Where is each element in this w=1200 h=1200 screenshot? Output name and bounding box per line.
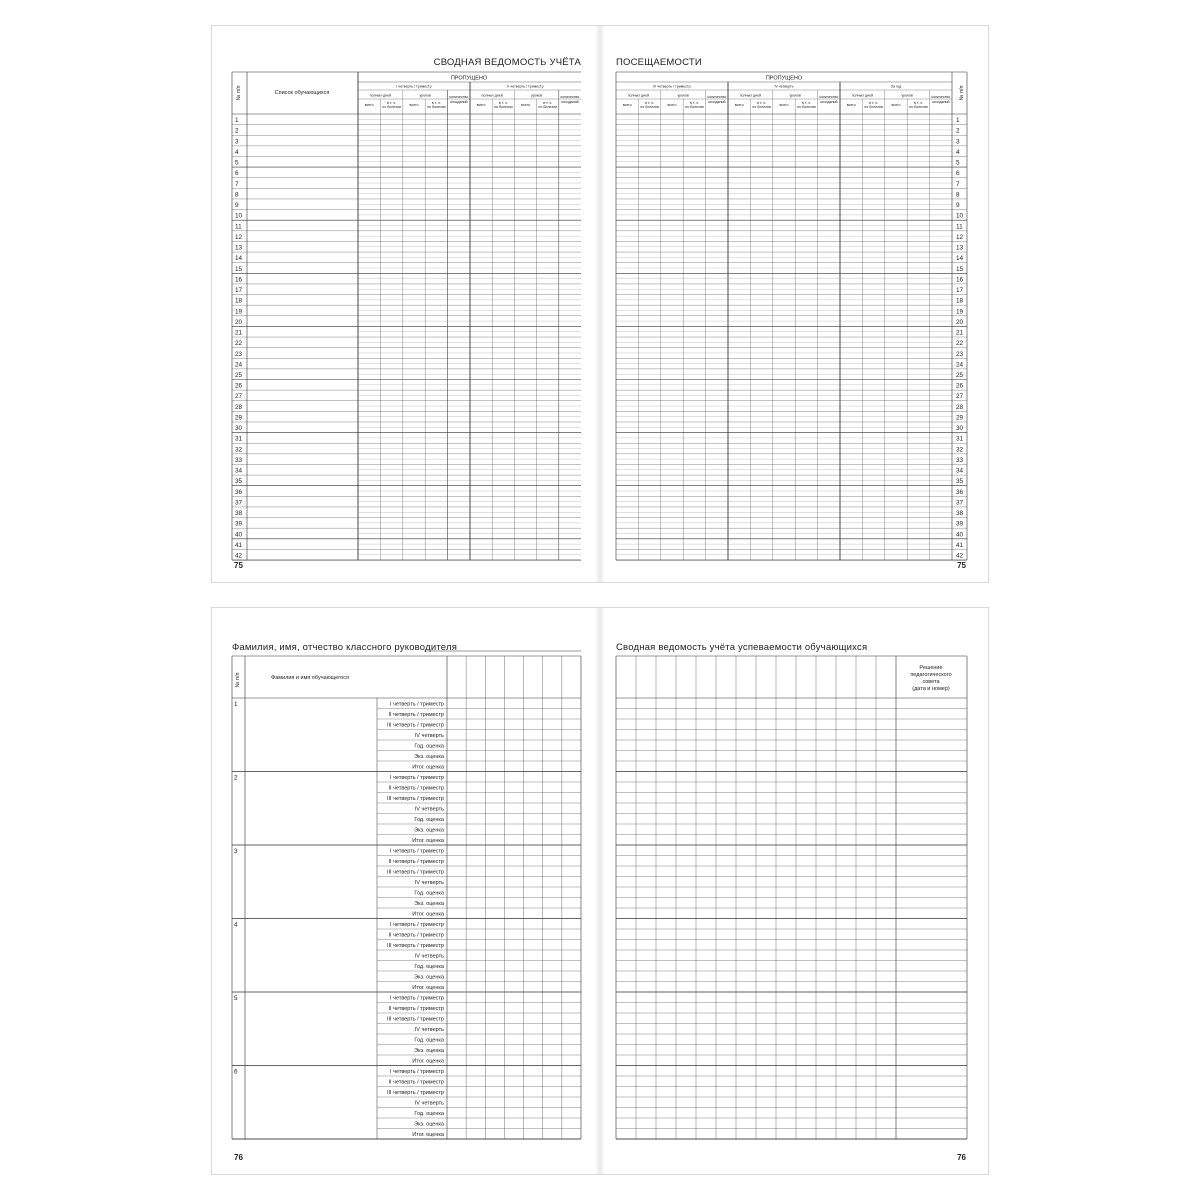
row-number: 31 bbox=[956, 435, 964, 443]
late-label: количество bbox=[931, 95, 951, 99]
row-number: 9 bbox=[235, 202, 239, 210]
row-number: 33 bbox=[956, 456, 964, 464]
period-row-label: I четверть / триместр bbox=[390, 775, 444, 782]
total-label: всего bbox=[409, 103, 419, 107]
row-number: 36 bbox=[235, 488, 243, 496]
row-number: 41 bbox=[956, 541, 964, 549]
row-number: 39 bbox=[235, 520, 243, 528]
student-number: 2 bbox=[234, 774, 238, 782]
row-number: 7 bbox=[956, 180, 960, 188]
student-number: 4 bbox=[234, 921, 238, 929]
period-row-label: Экз. оценка bbox=[414, 754, 444, 761]
student-number: 6 bbox=[234, 1068, 238, 1076]
student-header: Фамилия и имя обучающегося bbox=[271, 675, 349, 681]
period-row-label: Итог. оценка bbox=[412, 1058, 444, 1065]
period-row-label: II четверть / триместр bbox=[388, 1006, 444, 1013]
total-label: всего bbox=[476, 103, 486, 107]
row-number: 28 bbox=[235, 403, 243, 411]
sick-label: в т. ч. bbox=[801, 101, 811, 105]
row-number: 20 bbox=[956, 318, 964, 326]
page-number: 76 bbox=[234, 1153, 243, 1162]
period-row-label: II четверть / триместр bbox=[388, 712, 444, 719]
period-row-label: II четверть / триместр bbox=[388, 785, 444, 792]
period-row-label: Итог. оценка bbox=[412, 764, 444, 771]
period-row-label: Год. оценка bbox=[414, 1111, 444, 1118]
period-row-label: IV четверть bbox=[414, 880, 444, 887]
period-row-label: Год. оценка bbox=[414, 964, 444, 971]
row-number: 15 bbox=[235, 265, 243, 273]
period-row-label: Год. оценка bbox=[414, 743, 444, 750]
period-row-label: Год. оценка bbox=[414, 1037, 444, 1044]
period-row-label: Экз. оценка bbox=[414, 901, 444, 908]
row-number: 29 bbox=[956, 414, 964, 422]
row-number: 26 bbox=[235, 382, 243, 390]
row-number: 35 bbox=[235, 478, 243, 486]
row-number: 22 bbox=[235, 340, 243, 348]
lessons-label: уроков bbox=[901, 93, 913, 98]
sick-label: по болезни bbox=[752, 105, 771, 109]
row-number: 39 bbox=[956, 520, 964, 528]
sick-label: в т. ч. bbox=[498, 101, 508, 105]
row-number: 36 bbox=[956, 488, 964, 496]
period-row-label: I четверть / триместр bbox=[390, 848, 444, 855]
teacher-name-label: Фамилия, имя, отчество классного руководителя bbox=[232, 642, 458, 653]
missed-header: ПРОПУЩЕНО bbox=[765, 75, 803, 82]
row-number: 10 bbox=[235, 212, 243, 220]
period-row-label: III четверть / триместр bbox=[386, 869, 444, 876]
grades-spread bbox=[212, 608, 988, 1174]
period-row-label: III четверть / триместр bbox=[386, 796, 444, 803]
student-number: 3 bbox=[234, 848, 238, 855]
row-number: 17 bbox=[956, 287, 964, 295]
row-number: 10 bbox=[956, 212, 964, 220]
period-row-label: Итог. оценка bbox=[412, 1132, 444, 1139]
row-number: 40 bbox=[956, 531, 964, 539]
attendance-spread bbox=[212, 26, 988, 582]
period-label: III четверть / триместр bbox=[653, 84, 691, 89]
row-number: 5 bbox=[956, 159, 960, 167]
period-row-label: Итог. оценка bbox=[412, 838, 444, 845]
row-number: 2 bbox=[235, 127, 239, 135]
row-number: 15 bbox=[956, 265, 964, 273]
row-number: 6 bbox=[235, 170, 239, 178]
total-label: всего bbox=[622, 103, 632, 107]
page-number: 75 bbox=[234, 561, 243, 570]
row-number: 4 bbox=[235, 148, 239, 156]
period-row-label: Итог. оценка bbox=[412, 985, 444, 992]
total-label: всего bbox=[779, 103, 789, 107]
period-row-label: I четверть / триместр bbox=[390, 922, 444, 929]
row-number: 1 bbox=[956, 117, 960, 125]
row-number: 12 bbox=[956, 233, 964, 241]
period-row-label: IV четверть bbox=[414, 953, 444, 960]
row-number: 8 bbox=[956, 191, 960, 199]
sick-label: по болезни bbox=[909, 105, 928, 109]
row-number: 19 bbox=[235, 308, 243, 316]
row-number: 11 bbox=[235, 223, 242, 231]
row-number: 37 bbox=[235, 499, 243, 507]
row-number: 18 bbox=[956, 297, 964, 305]
row-number: 40 bbox=[235, 531, 243, 539]
sick-label: в т. ч. bbox=[543, 101, 553, 105]
row-number: 33 bbox=[235, 456, 243, 464]
students-header: Список обучающихся bbox=[274, 90, 330, 96]
row-number: 38 bbox=[235, 510, 243, 518]
row-number: 7 bbox=[235, 180, 239, 188]
full-days-label: полных дней bbox=[369, 93, 392, 98]
sick-label: по болезни bbox=[640, 105, 659, 109]
total-label: всего bbox=[667, 103, 677, 107]
late-label: количество bbox=[707, 95, 727, 99]
row-number: 24 bbox=[956, 361, 964, 369]
row-number: 12 bbox=[235, 233, 243, 241]
student-number: 5 bbox=[234, 995, 238, 1002]
late-label: количество bbox=[560, 95, 580, 99]
grades-tables bbox=[212, 608, 988, 1174]
period-row-label: I четверть / триместр bbox=[390, 1069, 444, 1076]
sick-label: в т. ч. bbox=[757, 101, 767, 105]
row-number: 37 bbox=[956, 499, 964, 507]
decision-header: (дата и номер) bbox=[912, 686, 950, 692]
late-label: опозданий bbox=[820, 100, 838, 104]
attendance-title-left: СВОДНАЯ ВЕДОМОСТЬ УЧЁТА bbox=[433, 57, 581, 68]
row-number: 21 bbox=[956, 329, 964, 337]
row-number: 3 bbox=[235, 138, 239, 146]
row-number: 9 bbox=[956, 202, 960, 210]
lessons-label: уроков bbox=[789, 93, 801, 98]
period-row-label: III четверть / триместр bbox=[386, 1090, 444, 1097]
period-row-label: II четверть / триместр bbox=[388, 932, 444, 939]
sick-label: по болезни bbox=[538, 105, 557, 109]
row-number: 35 bbox=[956, 478, 964, 486]
period-label: II четверть / триместр bbox=[507, 84, 544, 89]
row-number: 4 bbox=[956, 148, 960, 156]
period-label: За год bbox=[890, 84, 902, 89]
decision-header: педагогического bbox=[910, 672, 952, 678]
row-number: 27 bbox=[956, 393, 964, 401]
period-row-label: IV четверть bbox=[414, 806, 444, 813]
row-number: 22 bbox=[956, 340, 964, 348]
sick-label: в т. ч. bbox=[869, 101, 879, 105]
row-number-header: № п/п bbox=[959, 85, 965, 101]
sick-label: по болезни bbox=[382, 105, 401, 109]
row-number: 30 bbox=[956, 425, 964, 433]
page-number: 75 bbox=[957, 561, 966, 570]
period-row-label: Год. оценка bbox=[414, 890, 444, 897]
full-days-label: полных дней bbox=[627, 93, 650, 98]
row-number: 16 bbox=[956, 276, 964, 284]
period-row-label: Экз. оценка bbox=[414, 974, 444, 981]
late-label: опозданий bbox=[932, 100, 950, 104]
row-number: 24 bbox=[235, 361, 243, 369]
full-days-label: полных дней bbox=[481, 93, 503, 98]
sick-label: по болезни bbox=[797, 105, 816, 109]
row-number: 34 bbox=[956, 467, 964, 475]
full-days-label: полных дней bbox=[739, 93, 762, 98]
row-number: 16 bbox=[235, 276, 243, 284]
row-number: 17 bbox=[235, 287, 243, 295]
period-row-label: Год. оценка bbox=[414, 817, 444, 824]
row-number: 20 bbox=[235, 318, 243, 326]
row-number: 11 bbox=[956, 223, 963, 231]
sick-label: в т. ч. bbox=[431, 101, 441, 105]
late-label: опозданий bbox=[450, 100, 468, 104]
attendance-tables bbox=[212, 26, 988, 582]
period-row-label: III четверть / триместр bbox=[386, 1016, 444, 1023]
row-number: 28 bbox=[956, 403, 964, 411]
attendance-title-right: ПОСЕЩАЕМОСТИ bbox=[616, 57, 702, 68]
sick-label: в т. ч. bbox=[387, 101, 397, 105]
total-label: всего bbox=[891, 103, 901, 107]
student-number: 1 bbox=[234, 701, 238, 708]
row-number-header: № п/п bbox=[236, 85, 242, 101]
sick-label: по болезни bbox=[494, 105, 513, 109]
row-number: 3 bbox=[956, 138, 960, 146]
period-label: IV четверть bbox=[774, 84, 794, 89]
period-label: I четверть / триместр bbox=[396, 84, 432, 89]
full-days-label: полных дней bbox=[851, 93, 874, 98]
missed-header: ПРОПУЩЕНО bbox=[450, 75, 488, 82]
row-number: 38 bbox=[956, 510, 964, 518]
row-number: 1 bbox=[235, 117, 239, 125]
period-row-label: III четверть / триместр bbox=[386, 722, 444, 729]
late-label: опозданий bbox=[708, 100, 726, 104]
period-row-label: IV четверть bbox=[414, 1100, 444, 1107]
grades-title-right: Сводная ведомость учёта успеваемости обучающихся bbox=[616, 642, 868, 653]
sick-label: в т. ч. bbox=[913, 101, 923, 105]
period-row-label: Экз. оценка bbox=[414, 1121, 444, 1128]
total-label: всего bbox=[364, 103, 374, 107]
row-number: 6 bbox=[956, 170, 960, 178]
total-label: всего bbox=[734, 103, 744, 107]
row-number: 13 bbox=[956, 244, 964, 252]
row-number: 30 bbox=[235, 425, 243, 433]
row-number: 27 bbox=[235, 393, 243, 401]
row-number: 21 bbox=[235, 329, 243, 337]
row-number: 42 bbox=[235, 552, 243, 560]
row-number: 23 bbox=[956, 350, 964, 358]
period-row-label: III четверть / триместр bbox=[386, 943, 444, 950]
row-number: 32 bbox=[956, 446, 964, 454]
row-number: 19 bbox=[956, 308, 964, 316]
row-number: 18 bbox=[235, 297, 243, 305]
row-number: 25 bbox=[235, 372, 243, 379]
period-row-label: Экз. оценка bbox=[414, 1048, 444, 1055]
row-number: 5 bbox=[235, 159, 239, 167]
page-number: 76 bbox=[957, 1153, 966, 1162]
total-label: всего bbox=[521, 103, 530, 107]
late-label: опозданий bbox=[561, 100, 579, 104]
period-row-label: IV четверть bbox=[414, 733, 444, 740]
total-label: всего bbox=[846, 103, 856, 107]
period-row-label: II четверть / триместр bbox=[388, 859, 444, 866]
sick-label: в т. ч. bbox=[689, 101, 699, 105]
row-number: 26 bbox=[956, 382, 964, 390]
row-number: 13 bbox=[235, 244, 243, 252]
row-number: 32 bbox=[235, 446, 243, 454]
period-row-label: IV четверть bbox=[414, 1027, 444, 1034]
decision-header: совета bbox=[922, 679, 940, 685]
row-number: 14 bbox=[956, 255, 964, 263]
sick-label: по болезни bbox=[864, 105, 883, 109]
period-row-label: II четверть / триместр bbox=[388, 1079, 444, 1086]
period-row-label: I четверть / триместр bbox=[390, 995, 444, 1002]
row-number: 34 bbox=[235, 467, 243, 475]
row-number: 23 bbox=[235, 350, 243, 358]
sick-label: в т. ч. bbox=[645, 101, 655, 105]
row-number: 42 bbox=[956, 552, 964, 560]
period-row-label: Итог. оценка bbox=[412, 911, 444, 918]
lessons-label: уроков bbox=[419, 93, 431, 98]
row-number-header: № п/п bbox=[235, 672, 241, 688]
row-number: 25 bbox=[956, 372, 964, 379]
row-number: 41 bbox=[235, 541, 243, 549]
row-number: 14 bbox=[235, 255, 243, 263]
row-number: 29 bbox=[235, 414, 243, 422]
period-row-label: Экз. оценка bbox=[414, 827, 444, 834]
lessons-label: уроков bbox=[530, 93, 543, 98]
row-number: 8 bbox=[235, 191, 239, 199]
row-number: 31 bbox=[235, 435, 243, 443]
lessons-label: уроков bbox=[677, 93, 689, 98]
late-label: количество bbox=[819, 95, 839, 99]
sick-label: по болезни bbox=[427, 105, 446, 109]
row-number: 2 bbox=[956, 127, 960, 135]
decision-header: Решение bbox=[919, 665, 943, 671]
late-label: количество bbox=[449, 95, 469, 99]
period-row-label: I четверть / триместр bbox=[390, 701, 444, 708]
sick-label: по болезни bbox=[685, 105, 704, 109]
